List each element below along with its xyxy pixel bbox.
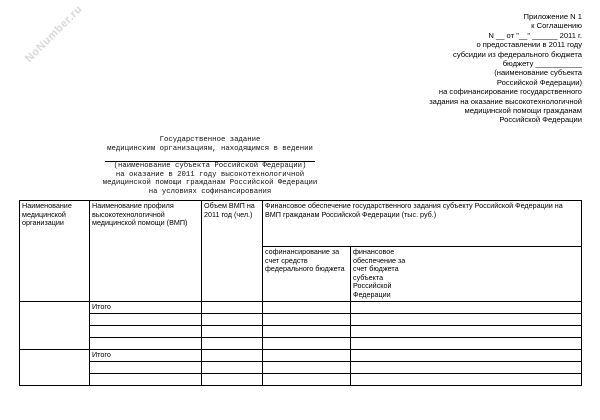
table-header-row	[20, 201, 582, 247]
cell	[90, 362, 202, 374]
table-row	[20, 350, 582, 362]
table-row	[20, 314, 582, 326]
subheader-cofinancing: софинансирование за счет средств федерального бюджета	[263, 247, 351, 302]
appendix-line: Российской Федерации)	[496, 77, 582, 87]
cell	[90, 314, 202, 326]
cell	[263, 302, 351, 314]
cell	[263, 326, 351, 338]
header-finance: Финансовое обеспечение государственного задания субъекту Российской Федерации на ВМП гражданам Российской Федерации (тыс. руб.)	[263, 201, 582, 247]
appendix-line: (наименование субъекта	[494, 68, 582, 78]
cell	[202, 350, 263, 362]
cell	[351, 314, 582, 326]
cell	[202, 314, 263, 326]
appendix-line: задания на оказание высокотехнологичной	[429, 96, 582, 106]
appendix-line: о предоставлении в 2011 году	[476, 40, 582, 50]
cell	[202, 326, 263, 338]
appendix-line: Российской Федерации	[499, 115, 582, 125]
cell	[351, 302, 582, 314]
table-row	[20, 374, 582, 386]
appendix-line: субсидии из федерального бюджета	[453, 49, 582, 59]
cell-total-label: Итого	[90, 302, 202, 314]
appendix-line: N __ от "__" ______ 2011 г.	[488, 30, 582, 40]
cell	[351, 362, 582, 374]
subheader-regional: финансовое обеспечение за счет бюджета субъекта Российской Федерации	[351, 247, 582, 302]
heading-line: на условиях софинансирования	[148, 187, 272, 196]
cell	[90, 374, 202, 386]
appendix-line: Приложение N 1	[523, 12, 582, 21]
cell	[90, 326, 202, 338]
appendix-line: на софинансирование государственного	[438, 87, 582, 97]
heading-line: (наименование субъекта Российской Федерации)	[113, 162, 307, 171]
table-row	[20, 362, 582, 374]
assignment-table	[19, 200, 582, 386]
cell	[263, 338, 351, 350]
cell	[90, 338, 202, 350]
document-heading	[60, 136, 360, 197]
cell	[263, 314, 351, 326]
header-profile: Наименование профиля высокотехнологичной медицинской помощи (ВМП)	[90, 201, 202, 302]
heading-line: медицинским организациям, находящимся в ведении	[107, 144, 313, 153]
heading-title: Государственное задание	[159, 136, 261, 144]
heading-line: медицинской помощи гражданам Российской Федерации	[102, 179, 318, 188]
appendix-line: медицинской помощи гражданам	[464, 106, 582, 116]
cell	[202, 338, 263, 350]
table-row	[20, 326, 582, 338]
header-volume: Объем ВМП на 2011 год (чел.)	[202, 201, 263, 302]
cell	[202, 362, 263, 374]
appendix-line: к Соглашению	[531, 21, 582, 31]
cell	[263, 362, 351, 374]
cell	[351, 350, 582, 362]
cell	[263, 350, 351, 362]
watermark: NoNumber.ru	[23, 3, 85, 65]
cell-total-label: Итого	[90, 350, 202, 362]
cell-org	[20, 302, 90, 350]
cell	[351, 326, 582, 338]
cell	[351, 374, 582, 386]
cell-org	[20, 350, 90, 386]
cell	[263, 374, 351, 386]
heading-line: на оказание в 2011 году высокотехнологичной	[115, 170, 305, 179]
appendix-block	[322, 12, 582, 125]
cell	[351, 338, 582, 350]
cell	[202, 302, 263, 314]
table-row	[20, 338, 582, 350]
table-row	[20, 302, 582, 314]
cell	[202, 374, 263, 386]
header-org: Наименование медицинской организации	[20, 201, 90, 302]
appendix-line: бюджету ___________	[502, 59, 582, 69]
